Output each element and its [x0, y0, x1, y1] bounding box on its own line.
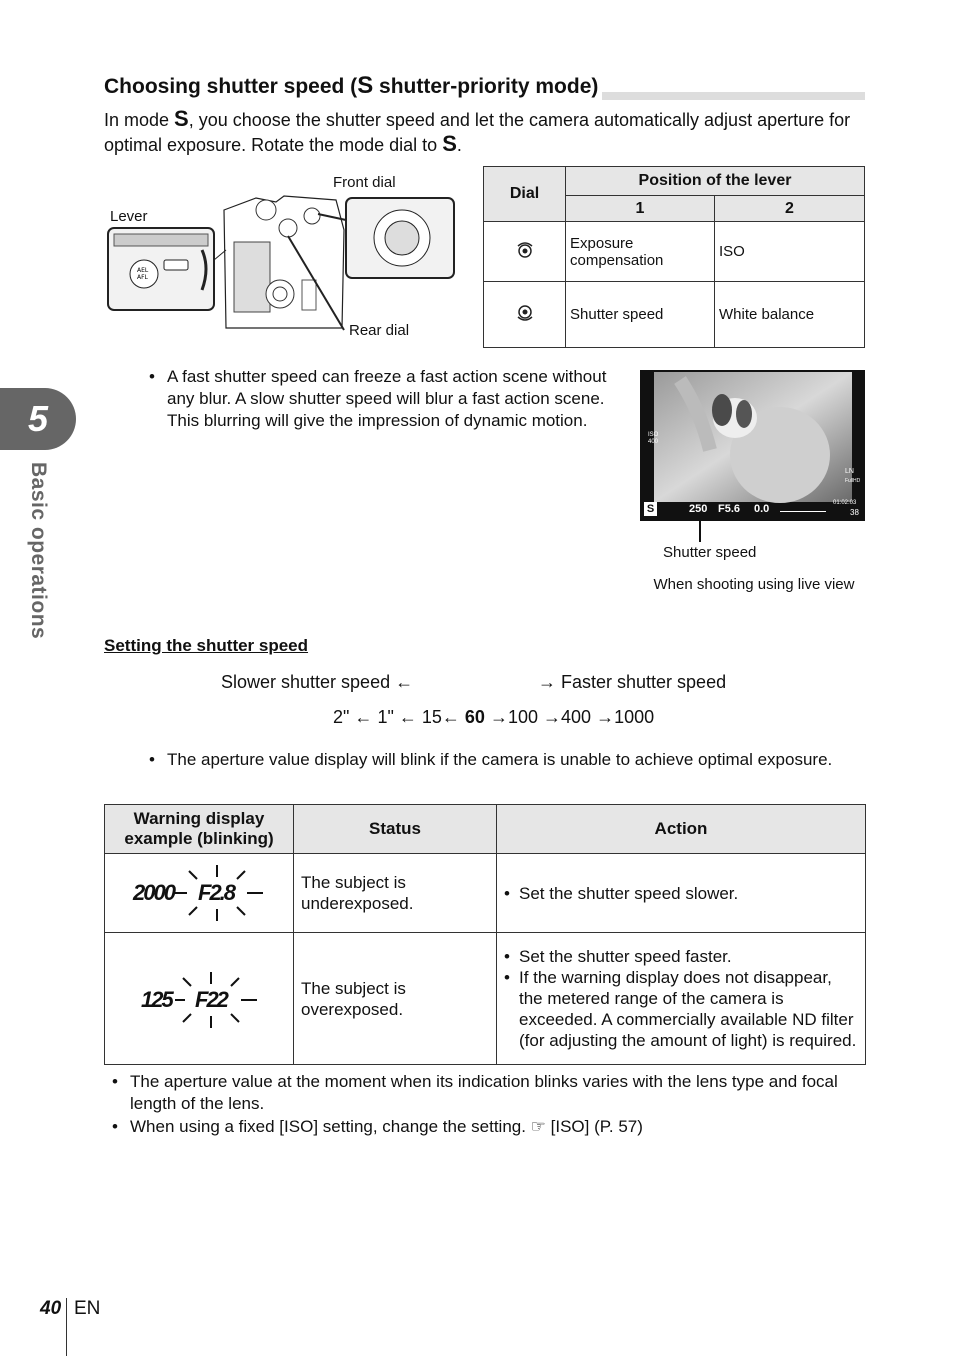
- warn-header-action: Action: [497, 805, 866, 854]
- slower-label: Slower shutter speed ←: [221, 672, 414, 692]
- lv-movie: FullHD: [845, 478, 861, 484]
- note-aperture-varies: • The aperture value at the moment when its indication blinks varies with the lens type and focal length of the lens.: [112, 1072, 838, 1113]
- page-number: 40: [40, 1298, 62, 1319]
- warn-shutter-value: 2000: [133, 880, 174, 905]
- speed-scale: 2" ← 1" ← 15← 60 →100 →400 →1000: [333, 707, 655, 727]
- row-1-pos-1: Exposure compensation: [566, 222, 715, 282]
- lv-iso: ISO 400: [648, 432, 659, 445]
- rear-dial-label: Rear dial: [349, 322, 410, 339]
- dial-table: [483, 166, 865, 348]
- note-fixed-iso: • When using a fixed [ISO] setting, change the setting. ☞ [ISO] (P. 57): [112, 1117, 643, 1136]
- table-row: [105, 933, 866, 1065]
- lv-aperture: F5.6: [718, 503, 741, 515]
- warn-aperture-value: F2.8: [198, 880, 235, 905]
- front-dial-icon: [515, 241, 535, 259]
- lv-exposure: 0.0: [754, 503, 770, 515]
- row-1-pos-2: ISO: [715, 222, 865, 282]
- intro-paragraph: In mode S, you choose the shutter speed and let the camera automatically adjust aperture for optimal exposure. Rotate the mode dial to S.: [104, 106, 851, 156]
- warn-header-display: Warning display example (blinking): [105, 805, 294, 854]
- mode-badge: S: [644, 502, 657, 516]
- lv-time: 01:02:03: [833, 500, 857, 506]
- shutter-speed-pointer: [699, 520, 701, 542]
- bullet-fast-shutter: • A fast shutter speed can freeze a fast action scene without any blur. A slow shutter speed will blur a fast action scene. This blurring will give the impression of dynamic motion.: [149, 367, 607, 430]
- warning-table: [104, 804, 866, 1065]
- chapter-number: 5: [0, 388, 76, 450]
- col-1-header: 1: [566, 196, 715, 222]
- faster-label: → Faster shutter speed: [538, 672, 727, 692]
- camera-diagram: [106, 190, 458, 338]
- table-row: [105, 854, 866, 933]
- row-2-pos-2: White balance: [715, 282, 865, 348]
- dial-header: Dial: [484, 167, 566, 222]
- warn-aperture-value: F22: [195, 987, 227, 1012]
- warn-action-over: • Set the shutter speed faster. • If the warning display does not disappear, the metered range of the camera is exceeded. A commercially available ND filter (for adjusting the amount of light) is required.: [497, 933, 866, 1065]
- lv-shots: 38: [850, 508, 859, 517]
- table-row: [484, 222, 865, 282]
- warn-header-status: Status: [294, 805, 497, 854]
- section-heading: Choosing shutter speed (S shutter-priority mode): [104, 72, 602, 100]
- lv-shutter: 250: [689, 503, 708, 515]
- live-view-scene: [640, 370, 865, 521]
- setting-shutter-title: Setting the shutter speed: [104, 636, 309, 655]
- rear-dial-icon: [515, 304, 535, 322]
- footer-divider: [66, 1298, 67, 1356]
- chapter-label: Basic operations: [27, 462, 50, 640]
- shutter-speed-caption: Shutter speed: [663, 544, 757, 561]
- warn-shutter-value: 125: [141, 987, 172, 1012]
- live-view-photo: [640, 370, 865, 521]
- lv-quality: LN: [845, 468, 854, 475]
- language-code: EN: [74, 1298, 101, 1319]
- svg-text:AFL: AFL: [137, 274, 148, 281]
- table-row: [484, 282, 865, 348]
- live-view-caption: When shooting using live view: [653, 576, 855, 593]
- col-2-header: 2: [715, 196, 865, 222]
- bullet-aperture-blink: • The aperture value display will blink if the camera is unable to achieve optimal exposure.: [149, 750, 833, 769]
- position-header: Position of the lever: [566, 167, 865, 196]
- lever-label: Lever: [110, 208, 148, 225]
- row-2-pos-1: Shutter speed: [566, 282, 715, 348]
- warn-status-under: The subject is underexposed.: [294, 854, 497, 933]
- warn-status-over: The subject is overexposed.: [294, 933, 497, 1065]
- front-dial-label: Front dial: [333, 174, 396, 191]
- svg-text:AEL: AEL: [137, 267, 149, 274]
- warn-action-under: • Set the shutter speed slower.: [497, 854, 866, 933]
- exposure-scale: [780, 511, 826, 512]
